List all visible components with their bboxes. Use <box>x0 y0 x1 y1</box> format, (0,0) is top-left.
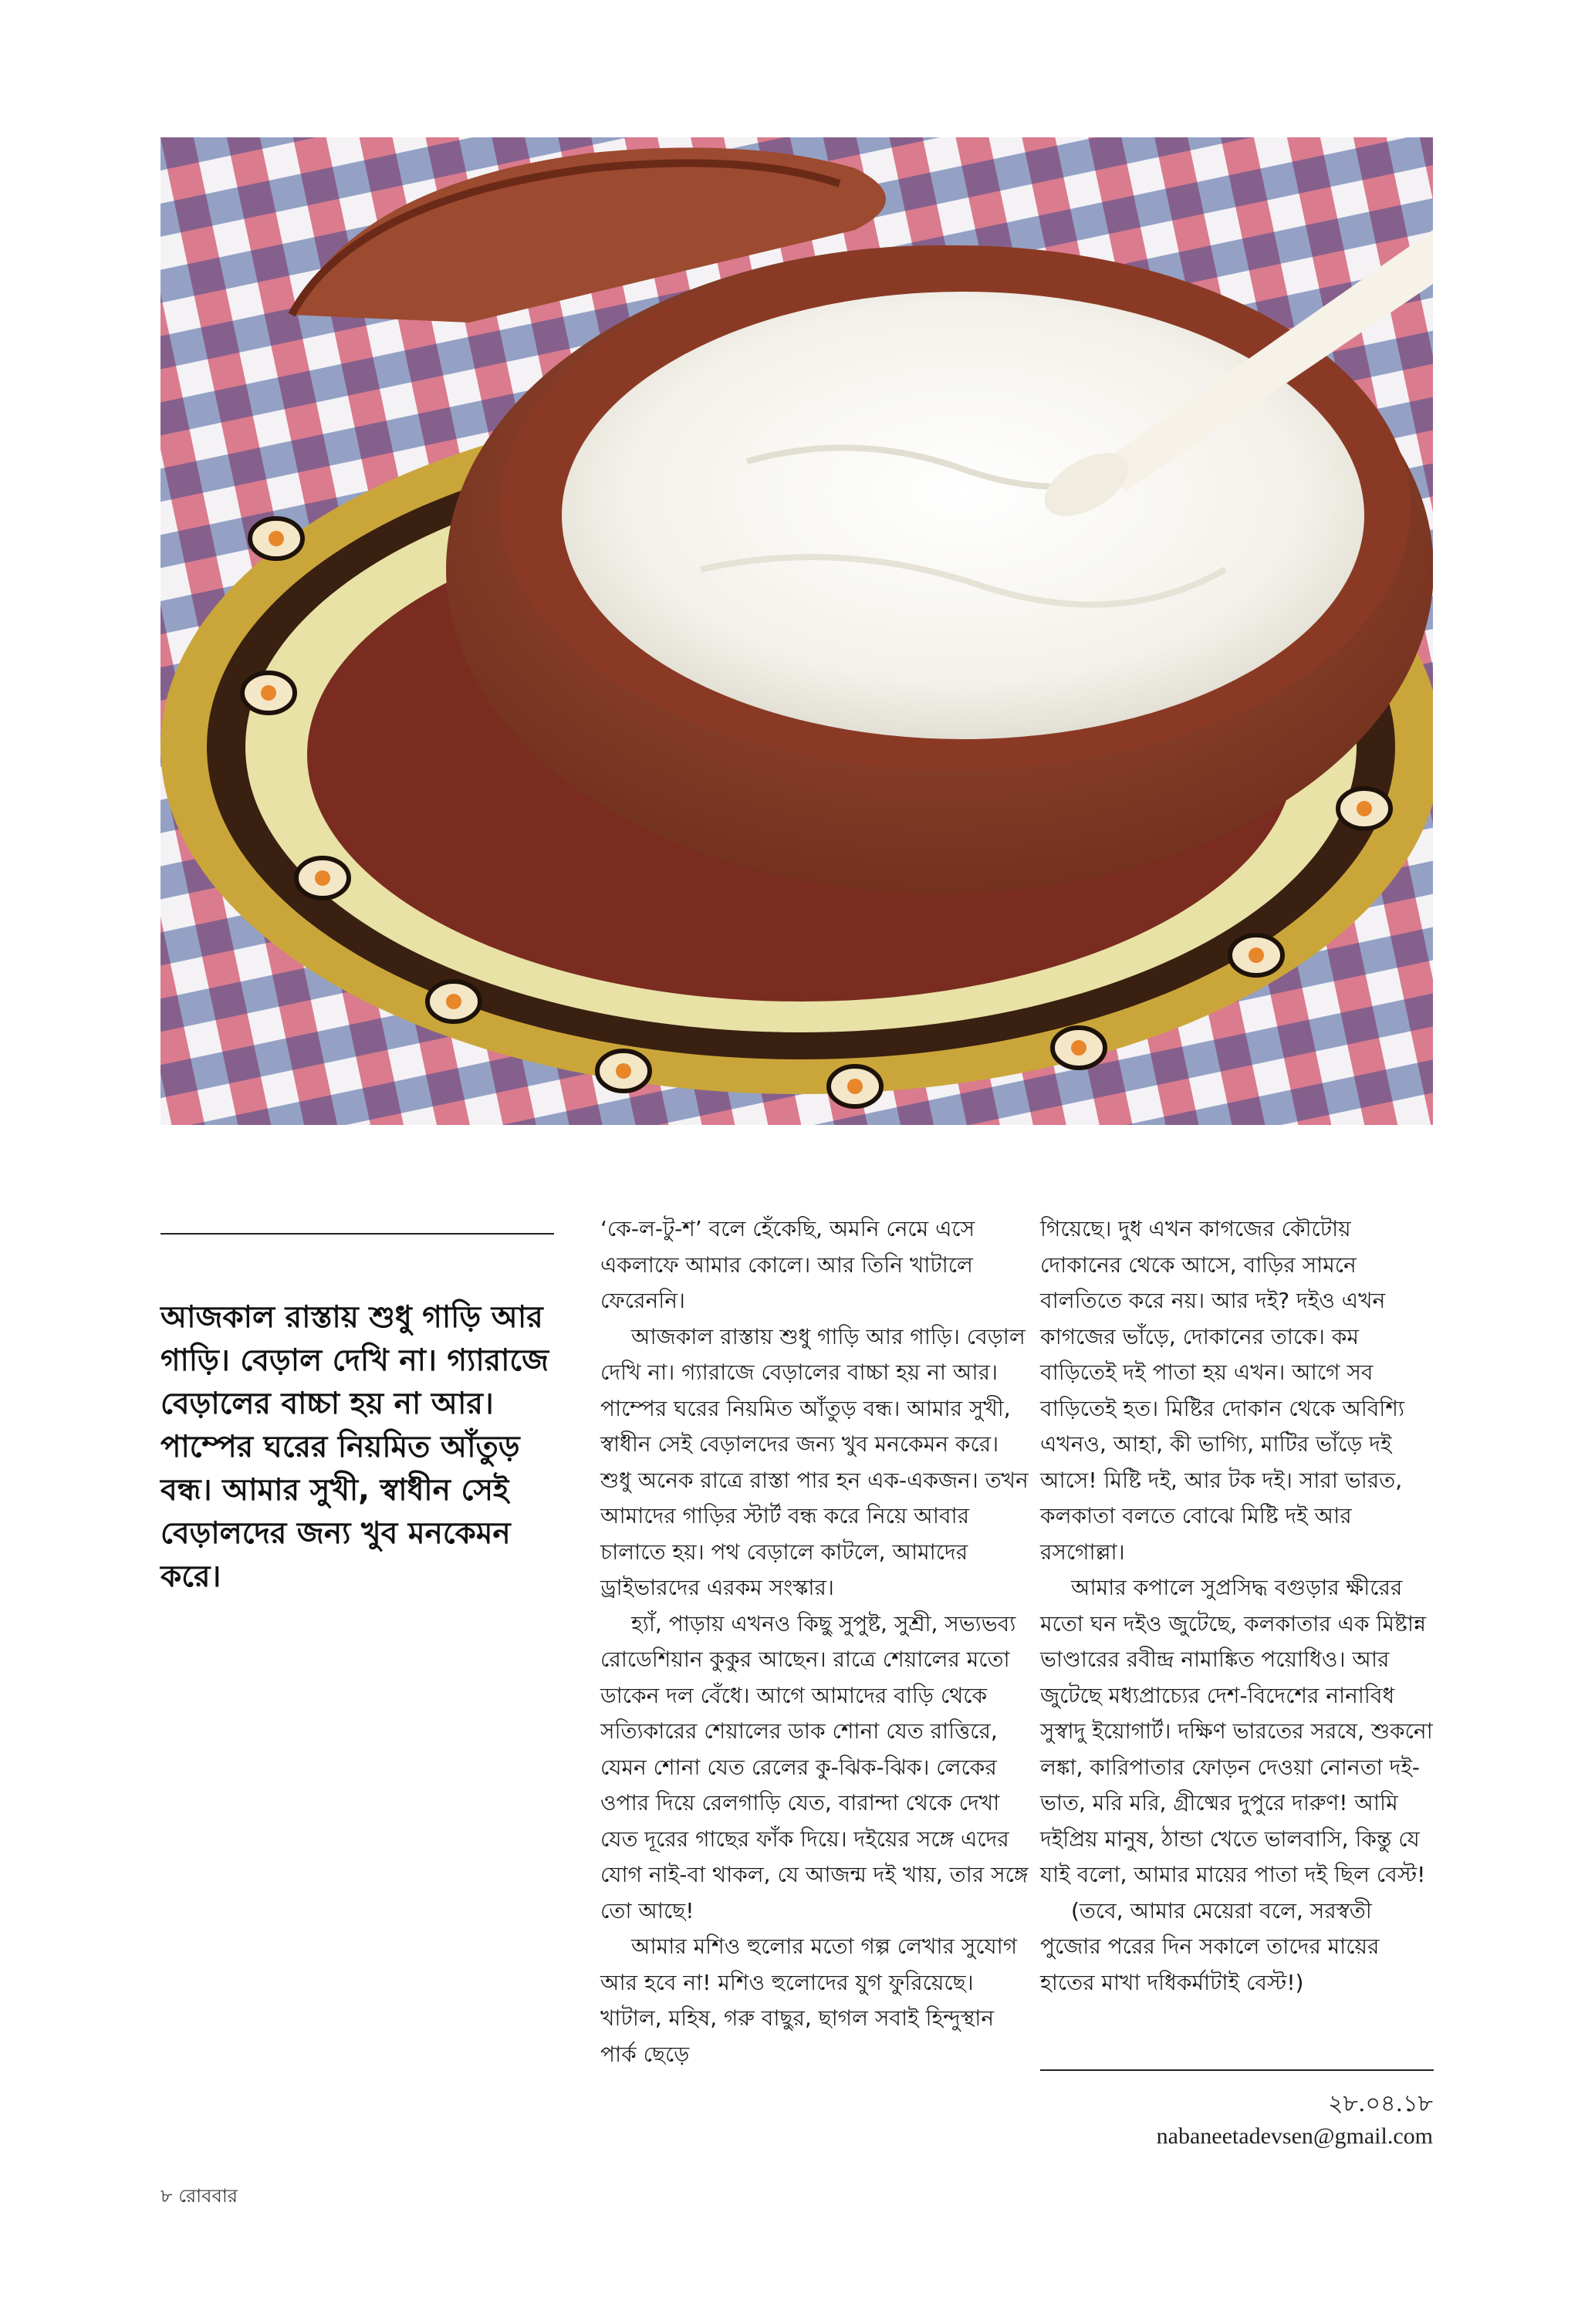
page-folio: ৮ রোববার <box>161 2185 238 2207</box>
article-date: ২৮.০৪.১৮ <box>1328 2090 1433 2117</box>
author-email: nabaneetadevsen@gmail.com <box>1156 2123 1433 2149</box>
article-paragraph: আমার কপালে সুপ্রসিদ্ধ বগুড়ার ক্ষীরের মতো ঘন দইও জুটেছে, কলকাতার এক মিষ্টান্ন ভাণ্ডারের রবীন্দ্র নামাঙ্কিত পয়োধিও। আর জুটেছে মধ্যপ্রাচ্যের দেশ-বিদেশের নানাবিধ সুস্বাদু ইয়োগার্ট। দক্ষিণ ভারতের সরষে, শুকনো লঙ্কা, কারিপাতার ফোড়ন দেওয়া নোনতা দই-ভাত, মরি মরি, গ্রীষ্মের দুপুরে দারুণ! আমি দইপ্রিয় মানুষ, ঠান্ডা খেতে ভালবাসি, কিন্তু যে যাই বলো, আমার মায়ের পাতা দই ছিল বেস্ট! <box>1040 1575 1433 1887</box>
pull-quote: আজকাল রাস্তায় শুধু গাড়ি আর গাড়ি। বেড়াল দেখি না। গ্যারাজে বেড়ালের বাচ্চা হয় না আর। পাম্পের ঘরের নিয়মিত আঁতুড় বন্ধ। আমার সুখী, স্বাধীন সেই বেড়ালদের জন্য খুব মনকেমন করে। <box>161 1300 549 1594</box>
article-paragraph: গিয়েছে। দুধ এখন কাগজের কৌটোয় দোকানের থেকে আসে, বাড়ির সামনে বালতিতে করে নয়। আর দই? দইও এখন কাগজের ভাঁড়ে, দোকানের তাকে। কম বাড়িতেই দই পাতা হয় এখন। আগে সব বাড়িতেই হত। মিষ্টির দোকান থেকে অবিশ্যি এখনও, আহা, কী ভাগ্যি, মাটির ভাঁড়ে দই আসে! মিষ্টি দই, আর টক দই। সারা ভারত, কলকাতা বলতে বোঝে মিষ্টি দই আর রসগোল্লা। <box>1040 1216 1405 1565</box>
article-column-right <box>1040 1211 1434 2001</box>
article-paragraph: ‘কে-ল-টু-শ’ বলে হেঁকেছি, অমনি নেমে এসে একলাফে আমার কোলে। আর তিনি খাটালে ফেরেননি। <box>600 1216 975 1313</box>
pull-quote-rule <box>161 1233 554 1235</box>
article-paragraph: আমার মশিও হুলোর মতো গল্প লেখার সুযোগ আর হবে না! মশিও হুলোদের যুগ ফুরিয়েছে। খাটাল, মহিষ, গরু বাছুর, ছাগল সবাই হিন্দুস্থান পার্ক ছেড়ে <box>600 1934 1018 2067</box>
article-paragraph: (তবে, আমার মেয়েরা বলে, সরস্বতী পুজোর পরের দিন সকালে তাদের মায়ের হাতের মাখা দধিকর্মাটাই বেস্ট!) <box>1040 1897 1380 1995</box>
article-paragraph: হ্যাঁ, পাড়ায় এখনও কিছু সুপুষ্ট, সুশ্রী, সভ্যভব্য রোডেশিয়ান কুকুর আছেন। রাত্রে শেয়ালের মতো ডাকেন দল বেঁধে। আগে আমাদের বাড়ি থেকে সত্যিকারের শেয়ালের ডাক শোনা যেত রাত্তিরে, যেমন শোনা যেত রেলের কু-ঝিক-ঝিক। লেকের ওপার দিয়ে রেলগাড়ি যেত, বারান্দা থেকে দেখা যেত দূরের গাছের ফাঁক দিয়ে। দইয়ের সঙ্গে এদের যোগ নাই-বা থাকল, যে আজন্ম দই খায়, তার সঙ্গে তো আছে! <box>600 1610 1029 1924</box>
article-paragraph: আজকাল রাস্তায় শুধু গাড়ি আর গাড়ি। বেড়াল দেখি না। গ্যারাজে বেড়ালের বাচ্চা হয় না আর। পাম্পের ঘরের নিয়মিত আঁতুড় বন্ধ। আমার সুখী, স্বাধীন সেই বেড়ালদের জন্য খুব মনকেমন করে। শুধু অনেক রাত্রে রাস্তা পার হন এক-একজন। তখন আমাদের গাড়ির স্টার্ট বন্ধ করে নিয়ে আবার চালাতে হয়। পথ বেড়ালে কাটলে, আমাদের ড্রাইভারদের এরকম সংস্কার। <box>600 1323 1029 1600</box>
signoff-rule <box>1040 2069 1434 2071</box>
yogurt-clay-pot-photo <box>161 137 1433 1125</box>
article-column-middle <box>600 1211 1032 2072</box>
